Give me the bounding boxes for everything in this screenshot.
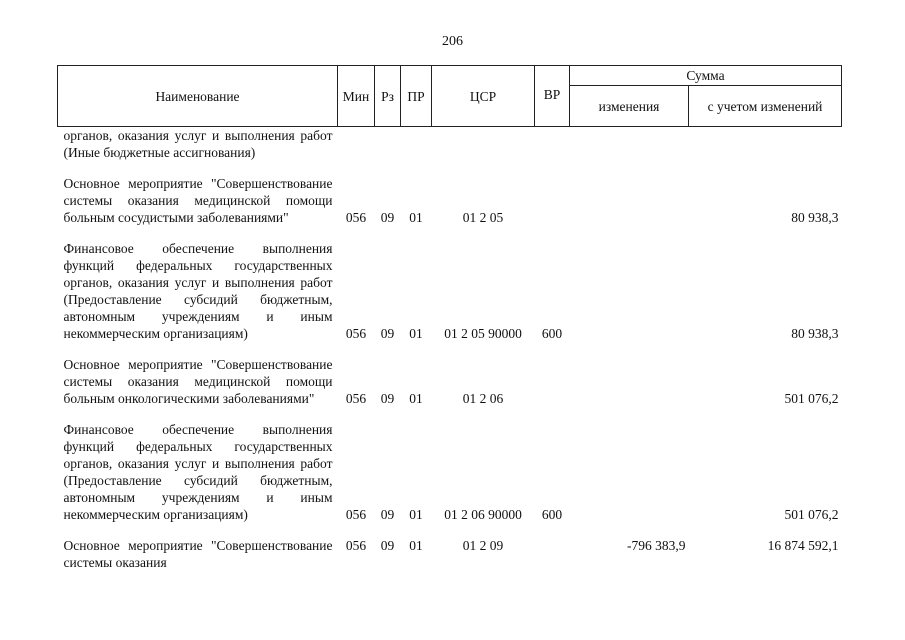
table-row (58, 175, 842, 226)
spacer-cell (58, 407, 842, 421)
row-rz (375, 127, 401, 162)
row-min (338, 127, 375, 162)
row-vr (535, 537, 570, 571)
row-csr: 01 2 06 (462, 391, 504, 406)
table-row (58, 240, 842, 342)
row-change (570, 421, 689, 523)
row-change: -796 383,9 (627, 538, 686, 553)
row-rz: 09 (380, 326, 395, 341)
row-total: 80 938,3 (791, 210, 839, 225)
row-pr: 01 (409, 210, 423, 225)
table-header (58, 66, 842, 127)
row-spacer (58, 342, 842, 356)
spacer-cell (58, 161, 842, 175)
col-header-changes: изменения (570, 86, 689, 127)
row-spacer (58, 161, 842, 175)
col-header-min: Мин (338, 66, 375, 127)
col-header-name: Наименование (58, 66, 338, 127)
col-header-sum: Сумма (570, 66, 842, 86)
row-min: 056 (345, 391, 367, 406)
row-csr (432, 127, 535, 162)
row-name: Финансовое обеспечение выполнения функций федеральных государственных органов, оказания услуг и выполнения работ (Предоставление субсидий бюджетным, автономным учреждениям и иным некоммерческим организациям) (63, 241, 333, 341)
row-min: 056 (345, 538, 367, 553)
row-total (689, 127, 842, 162)
col-header-csr: ЦСР (432, 66, 535, 127)
row-min: 056 (345, 210, 367, 225)
row-name: органов, оказания услуг и выполнения работ (Иные бюджетные ассигнования) (63, 128, 333, 160)
row-change (570, 356, 689, 407)
row-change (570, 127, 689, 162)
row-change (570, 175, 689, 226)
table-row (58, 356, 842, 407)
row-total: 501 076,2 (784, 507, 839, 522)
row-csr: 01 2 09 (462, 538, 504, 553)
row-change (570, 240, 689, 342)
row-pr (401, 127, 432, 162)
row-name: Финансовое обеспечение выполнения функций федеральных государственных органов, оказания услуг и выполнения работ (Предоставление субсидий бюджетным, автономным учреждениям и иным некоммерческим организациям) (63, 422, 333, 522)
row-vr (535, 127, 570, 162)
row-total: 80 938,3 (791, 326, 839, 341)
budget-table (57, 65, 842, 571)
row-total: 501 076,2 (784, 391, 839, 406)
row-name: Основное мероприятие "Совершенствование системы оказания медицинской помощи больным онкологическими заболеваниями" (63, 357, 333, 406)
col-header-with-changes: с учетом изменений (689, 86, 842, 127)
row-vr: 600 (541, 507, 563, 522)
table-row (58, 537, 842, 571)
row-vr: 600 (541, 326, 563, 341)
row-min: 056 (345, 326, 367, 341)
table-row (58, 421, 842, 523)
col-header-vr: ВР (535, 66, 570, 127)
page-number: 206 (442, 34, 463, 49)
row-rz: 09 (380, 507, 395, 522)
table-row (58, 127, 842, 162)
row-spacer (58, 226, 842, 240)
row-rz: 09 (380, 391, 395, 406)
spacer-cell (58, 226, 842, 240)
row-total: 16 874 592,1 (767, 538, 839, 553)
row-pr: 01 (409, 507, 423, 522)
row-name: Основное мероприятие "Совершенствование системы оказания медицинской помощи больным сосудистыми заболеваниями" (63, 176, 333, 225)
col-header-pr: ПР (401, 66, 432, 127)
row-pr: 01 (409, 326, 423, 341)
row-min: 056 (345, 507, 367, 522)
row-spacer (58, 523, 842, 537)
row-pr: 01 (409, 538, 423, 553)
table-body (58, 127, 842, 572)
spacer-cell (58, 342, 842, 356)
row-csr: 01 2 05 90000 (444, 326, 522, 341)
spacer-cell (58, 523, 842, 537)
row-pr: 01 (409, 391, 423, 406)
row-name: Основное мероприятие "Совершенствование системы оказания (63, 538, 333, 570)
row-rz: 09 (380, 538, 395, 553)
row-spacer (58, 407, 842, 421)
row-rz: 09 (380, 210, 395, 225)
row-csr: 01 2 06 90000 (444, 507, 522, 522)
col-header-rz: Рз (375, 66, 401, 127)
row-vr (535, 175, 570, 226)
row-vr (535, 356, 570, 407)
row-csr: 01 2 05 (462, 210, 504, 225)
